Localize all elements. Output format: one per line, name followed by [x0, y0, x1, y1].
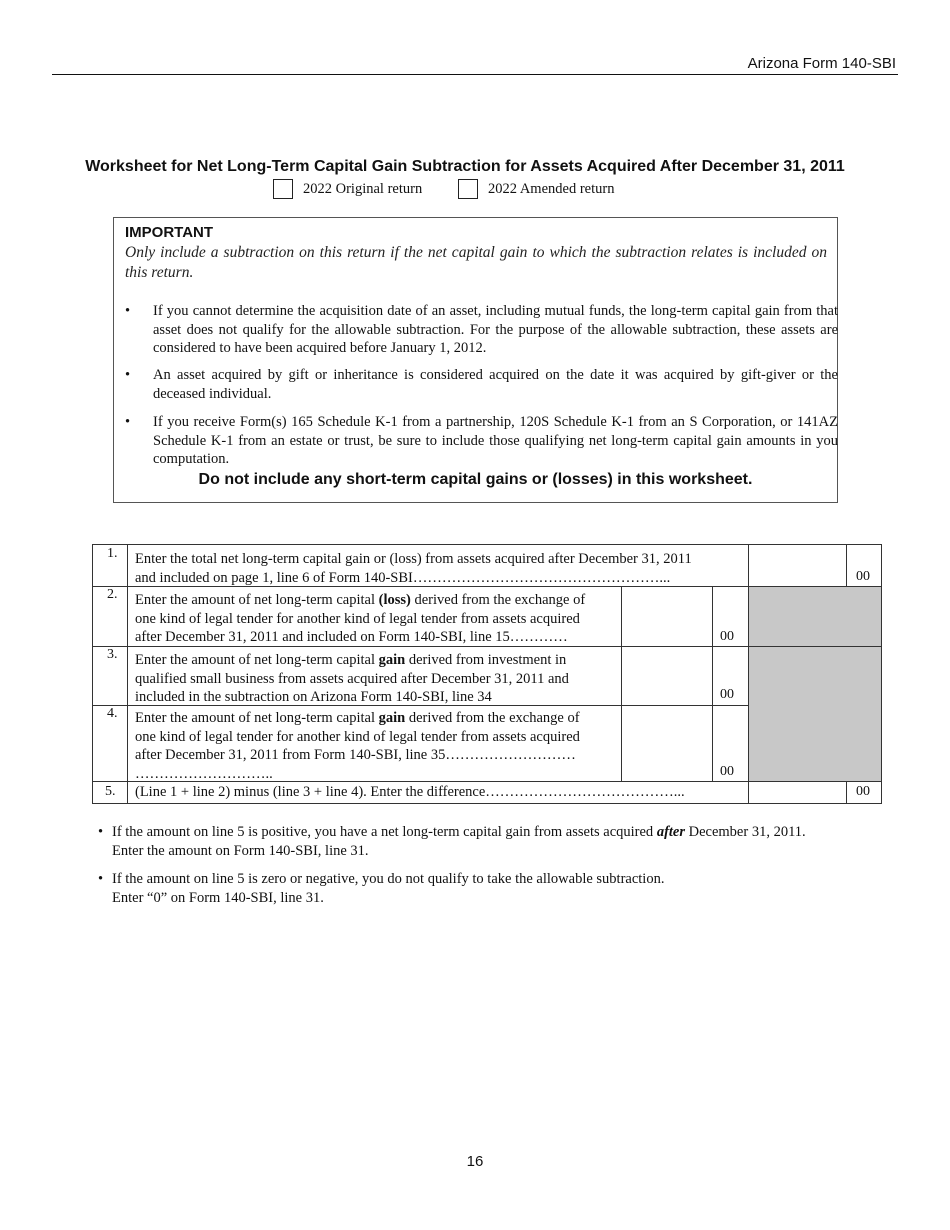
original-return-label: 2022 Original return [303, 180, 423, 197]
amended-return-option[interactable] [458, 178, 614, 200]
line-1-text: Enter the total net long-term capital gain or (loss) from assets acquired after December 31, 2011 and included on page 1, line 6 of Form 140-SBI……………………………………………... [135, 551, 692, 586]
bullet-icon: • [98, 871, 104, 887]
line-4-amount-field[interactable] [622, 706, 712, 781]
line-5-cents: 00 [856, 784, 870, 799]
line-3-amount-field[interactable] [622, 647, 712, 705]
line-2-text: Enter the amount of net long-term capital (loss) derived from the exchange of one kind of legal tender for another kind of legal tender from assets acquired after December 31, 2011 and included on Form 140-SBI, line 15………… [135, 592, 586, 645]
line-number: 4. [107, 706, 118, 721]
important-warning: Do not include any short-term capital gains or (losses) in this worksheet. [198, 471, 753, 488]
form-name: Arizona Form 140-SBI [747, 55, 896, 72]
bullet-icon: • [98, 824, 104, 840]
line-5-text: (Line 1 + line 2) minus (line 3 + line 4). Enter the difference…………………………………... [135, 784, 685, 800]
original-return-checkbox[interactable] [273, 179, 293, 199]
original-return-option[interactable] [273, 178, 422, 200]
important-intro: Only include a subtraction on this return if the net capital gain to which the subtraction relates is included on this return. [125, 244, 827, 281]
line-1-amount-field[interactable] [749, 545, 846, 586]
important-heading: IMPORTANT [125, 224, 214, 241]
worksheet-title: Worksheet for Net Long-Term Capital Gain Subtraction for Assets Acquired After December 31, 2011 [85, 158, 845, 175]
bullet-icon: • [125, 303, 131, 319]
page-number: 16 [466, 1153, 484, 1170]
amended-return-checkbox[interactable] [458, 179, 478, 199]
bullet-icon: • [125, 367, 131, 383]
page-header [52, 55, 898, 75]
shaded-area [748, 586, 882, 781]
line-3-text: Enter the amount of net long-term capital gain derived from investment in qualified small business from assets acquired after December 31, 2011 and included in the subtraction on Arizona Form 140-SBI, line 34 [135, 652, 569, 705]
bullet-icon: • [125, 414, 131, 430]
line-5-amount-field[interactable] [749, 782, 846, 803]
line-4-text: Enter the amount of net long-term capital gain derived from the exchange of one kind of legal tender for another kind of legal tender from assets acquired after December 31, 2011 from Form 140-SBI, line 35……………………… ……………………….. [135, 710, 580, 782]
line-4-cents: 00 [720, 764, 734, 779]
important-box: IMPORTANT Only include a subtraction on this return if the net capital gain to which the subtraction relates is included on this return. • If you cannot determine the acquisition date of an asset, including mutual funds, the long-term capital gain from that asset does not qualify for the allowable subtraction. For the purpose of the allowable subtraction, these assets are considered to have been acquired before January 1, 2012. • An asset acquired by gift or inheritance is considered acquired on the date it was acquired by gift-giver or the deceased individual. • If you receive Form(s) 165 Schedule K-1 from a partnership, 120S Schedule K-1 from an S Corporation, or 141AZ Schedule K-1 from an estate or trust, be sure to include those qualifying net long-term capital gain amounts in you computation. Do not include any short-term capital gains or (losses) in this worksheet. [113, 217, 838, 503]
line-2-cents: 00 [720, 629, 734, 644]
line-3-cents: 00 [720, 687, 734, 702]
line-number: 5. [105, 784, 116, 799]
line-2-amount-field[interactable] [622, 587, 712, 646]
line-number: 1. [107, 546, 118, 561]
line-number: 3. [107, 647, 118, 662]
line-number: 2. [107, 587, 118, 602]
worksheet-table [92, 544, 882, 804]
amended-return-label: 2022 Amended return [488, 180, 615, 197]
line-1-cents: 00 [856, 569, 870, 584]
